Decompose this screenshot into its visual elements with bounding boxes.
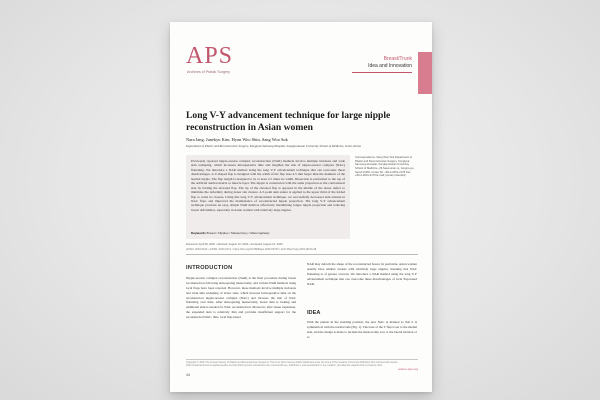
page-number: 44 bbox=[186, 373, 190, 377]
journal-subtitle: Archives of Plastic Surgery bbox=[187, 70, 230, 74]
category-sub: Idea and Innovation bbox=[368, 62, 412, 69]
doi-line: pISSN: 2234-6163 • eISSN: 2234-6171 • https://doi.org/10.5999/aps.2020.00733 • Arch Plast Surg 2021;48:44-48 bbox=[186, 248, 317, 251]
keywords-label: Keywords bbox=[191, 231, 206, 235]
introduction-heading: INTRODUCTION bbox=[186, 265, 233, 271]
keywords bbox=[191, 231, 270, 235]
article-affiliation: Department of Plastic and Reconstructive Surgery, Konglyuk Samsung Hospital, Sungkyunkwan University School of Medicine, Seoul, Korea bbox=[186, 144, 361, 148]
idea-heading: IDEA bbox=[307, 310, 321, 316]
abstract-text: Previously reported nipple-areolar complex reconstruction (NAR) methods involve multiple incisions and wide skin reshaping, which increases intraoperative time and lengthen the risk of nipple-areolar complex (NAC) flattening. We introduce a NAR method using the long V-Y advancement technique that can overcome those disadvantages. A V-shaped flap is designed with the width of the flap base 4.5 mm larger than the diameter of the normal nipple. The flap length is designed to be at least 2.5 times its width. Dissection is performed to the top of the artificial dermal matrix or muscle layer. The nipple is constructed with the same projection as the contralateral side by folding the elevated flap. The tip of the elevated flap is apposed in the middle of the donor defect to minimize the deformity during donor site closure. A 5-point skin suture is applied to the upper third of the folded flap to resist its closure. Using this long V-Y advancement technique, we successfully decreased skin tension in NAC flaps and improved the maintenance of reconstructed nipple projection. The long V-Y advancement technique provides an easy, simple NAR method, effectively maximizing longer nipple projection and reducing breast deformities, especially in Asian women with relatively large nipples. bbox=[191, 159, 345, 212]
article-title: Long V-Y advancement technique for large nipple reconstruction in Asian women bbox=[186, 110, 391, 133]
copyright-notice: Copyright © 2021 The Korean Society of Plastic and Reconstructive Surgeons. This is an Open Access article distributed under the terms of the Creative Commons Attribution Non-Commercial License (http://creativecommons.org/licenses/by-nc/4.0/) which permits unrestricted non-commercial use, distribution, and reproduction in any medium, provided the original work is properly cited. bbox=[186, 361, 398, 368]
introduction-text: Nipple-areolar complex reconstruction (NAR) is the final procedure during breast reconstruction following skin-sparing mastectomy, and various NAR methods using local flaps have been reported. However, these methods involve multiple incisions and wide skin reshaping of donor sites, which increase intraoperative time on the reconstructed nipple-areolar complex (NAC) and increase the risk of NAC flattening over time. After skin-sparing mastectomy, breast skin is lacking and additional skin is needed for NAC reconstruction. Moreover, after tissue expansion, the expanded skin is relatively thin and provides insufficient support for the reconstructed NAC; thus, local flap-based bbox=[186, 276, 296, 319]
keywords-list: Breast / Nipples / Mastectomy / Mammaplasty bbox=[206, 231, 270, 235]
idea-text: With the patient in the standing position, the new NAC is marked so that it is symmetrical with the normal side (Fig. 1). The base of the V flap is set to the medial side, and the design is made to include the mastectomy scar or the lateral incision or to bbox=[307, 320, 417, 339]
journal-page bbox=[170, 22, 432, 392]
article-category bbox=[368, 56, 412, 69]
article-authors: Nara Jang, Junekyu Kim, Hyun Woo Shin, Sang Woo Suk bbox=[186, 137, 288, 142]
right-column-text: NAR may deform the shape of the reconstructed breast. In particular, Asian women usually have smaller breasts with relatively large nipples, meaning that NAC flattening is of greater concern. We introduce a NAR method using the long V-Y advancement technique that can overcome these disadvantages of local flap-based NAR. bbox=[307, 262, 417, 286]
category-main: Breast/Trunk bbox=[383, 56, 412, 62]
category-tab bbox=[418, 52, 432, 94]
journal-url: www.e-aps.org bbox=[398, 367, 418, 371]
correspondence: Correspondence: Sang Woo Suk Department of Plastic and Reconstructive Surgery, Konglyuk Samsung Hospital, Sungkyunkwan University School of Medicine, 29 Saemunan-ro, Jongno-gu, Seoul 03181, Korea Tel: +82-2-2001-2178 Fax: +82-2-2001-2176 E-mail: [email protected] bbox=[355, 156, 415, 178]
category-rule bbox=[352, 72, 412, 73]
received-dates: Received: April 28, 2020 • Revised: August 10, 2020 • Accepted: August 12, 2020 bbox=[186, 243, 283, 246]
journal-logo: APS bbox=[186, 43, 234, 69]
abstract-box bbox=[186, 155, 350, 239]
